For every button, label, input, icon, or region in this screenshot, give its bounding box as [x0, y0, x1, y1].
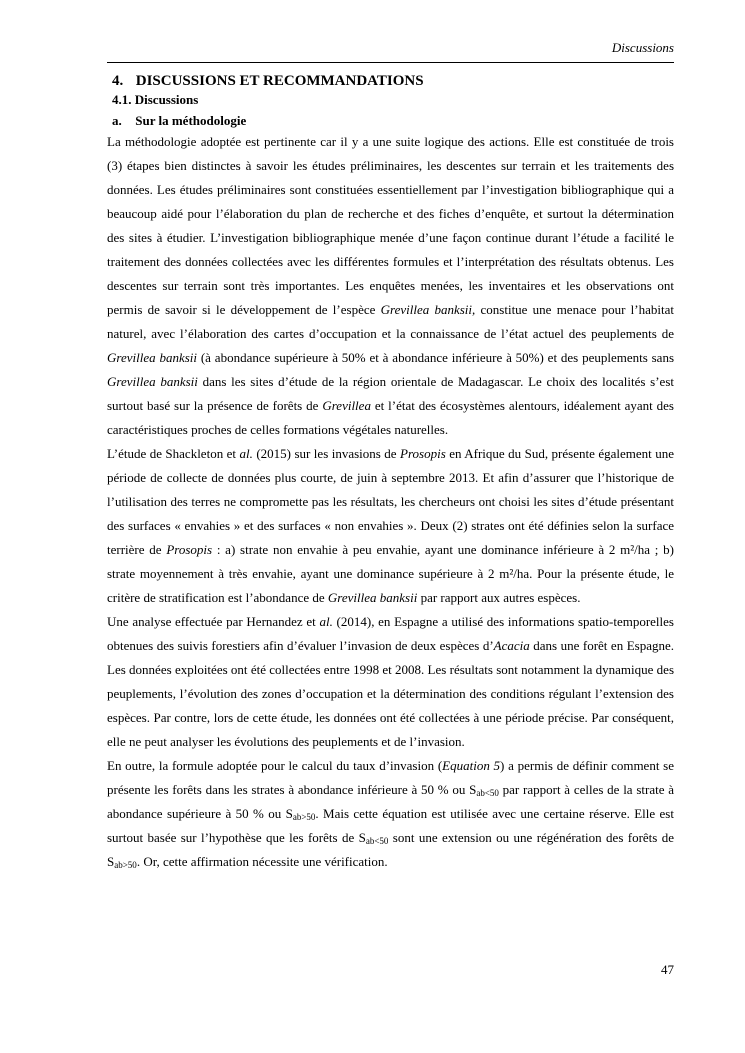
text-run: dans les sites d’étude de la région orientale de Madagascar. Le choix des localités s’est surtout basé sur la présence de forêts de	[107, 374, 674, 413]
italic-run: Grevillea	[322, 398, 371, 413]
text-run: sont une extension ou une régénération des forêts de S	[107, 830, 674, 869]
text-run: . Or, cette affirmation nécessite une vérification.	[136, 854, 388, 869]
paragraph-equation	[107, 754, 674, 874]
italic-run: Prosopis	[400, 446, 446, 461]
page-content	[107, 66, 674, 874]
section-heading	[112, 72, 674, 90]
body-text	[107, 130, 674, 874]
paragraph-shackleton	[107, 442, 674, 610]
text-run: La méthodologie adoptée est pertinente car il y a une suite logique des actions. Elle est constituée de trois (3) étapes bien distinctes à savoir les études préliminaires, les descentes sur terrain et les traitements des données. Les études préliminaires sont constituées essentiellement par l’investigation bibliographique qui a beaucoup aidé pour l’élaboration du plan de recherche et des fiches d’enquête, et surtout la détermination des sites à étudier. L’investigation bibliographique menée d’une façon continue durant l’étude a facilité le traitement des données collectées avec les différentes formules et l’interprétation des résultats obtenus. Les descentes sur terrain sont très importantes. Les enquêtes menées, les inventaires et les observations ont permis de savoir si le développement de l’espèce	[107, 134, 674, 317]
italic-run: al.	[239, 446, 253, 461]
text-run: . Mais cette équation est utilisée avec une certaine réserve. Elle est surtout basée sur l’hypothèse que les forêts de S	[107, 806, 674, 845]
subsubsection-heading	[112, 112, 674, 130]
subscript-run: ab>50	[114, 860, 137, 870]
text-run: en Afrique du Sud, présente également une période de collecte de données plus courte, de juin à septembre 2013. Et afin d’assurer que l’historique de l’utilisation des terres ne compromette pas les résultats, les chercheurs ont choisi les sites d’étude présentant des surfaces « envahies » et des surfaces « non envahies ». Deux (2) strates ont été définies selon la surface terrière de	[107, 446, 674, 557]
text-run: ) a permis de définir comment se présente les forêts dans les strates à abondance inférieure à 50 % ou S	[107, 758, 674, 797]
section-number: 4.	[112, 73, 124, 89]
italic-run: Grevillea banksii,	[380, 302, 476, 317]
text-run: par rapport aux autres espèces.	[417, 590, 581, 605]
text-run: L’étude de Shackleton et	[107, 446, 240, 461]
text-run: par rapport à celles de la strate à abondance supérieure à 50 % ou S	[107, 782, 675, 821]
text-run: (2014), en Espagne a utilisé des informations spatio-temporelles obtenues des suivis forestiers afin d’évaluer l’invasion de deux espèces d’	[107, 614, 674, 653]
text-run: (à abondance supérieure à 50% et à abondance inférieure à 50%) et des peuplements sans	[197, 350, 675, 365]
subsubsection-letter: a.	[112, 113, 122, 128]
running-head: Discussions	[611, 40, 674, 55]
italic-run: Acacia	[493, 638, 530, 653]
text-run: dans une forêt en Espagne. Les données exploitées ont été collectées entre 1998 et 2008. Les résultats sont notamment la dynamique des peuplements, l’évolution des zones d’occupation et la détermination des conditions régulant l’extension des espèces. Par contre, lors de cette étude, les données ont été collectées à une période précise. Par conséquent, elle ne peut analyser les évolutions des peuplements et de l’invasion.	[107, 638, 674, 749]
italic-run: Prosopis	[166, 542, 213, 557]
italic-run: Grevillea banksii	[327, 590, 418, 605]
section-title: DISCUSSIONS ET RECOMMANDATIONS	[135, 73, 424, 89]
subscript-run: ab>50	[292, 812, 316, 822]
page-number: 47	[661, 962, 674, 977]
subscript-run: ab<50	[476, 788, 499, 798]
header-rule	[107, 62, 674, 63]
text-run: En outre, la formule adoptée pour le calcul du taux d’invasion (	[107, 758, 443, 773]
paragraph-methodology	[107, 130, 674, 442]
text-run: Une analyse effectuée par Hernandez et	[107, 614, 320, 629]
text-run: et l’état des écosystèmes alentours, idéalement ayant des caractéristiques proches de celles formations végétales naturelles.	[107, 398, 674, 437]
italic-run: al.	[319, 614, 333, 629]
paragraph-hernandez	[107, 610, 674, 754]
text-run: constitue une menace pour l’habitat naturel, avec l’élaboration des cartes d’occupation et la connaissance de l’état actuel des peuplements de	[107, 302, 674, 341]
italic-run: Equation 5	[442, 758, 501, 773]
subsection-heading: 4.1. Discussions	[112, 92, 199, 107]
italic-run: Grevillea banksii	[107, 350, 198, 365]
subsubsection-title: Sur la méthodologie	[135, 113, 247, 128]
italic-run: Grevillea banksii	[107, 374, 198, 389]
text-run: : a) strate non envahie à peu envahie, ayant une dominance inférieure à 2 m²/ha ; b) strate moyennement à très envahie, ayant une dominance supérieure à 2 m²/ha. Pour la présente étude, le critère de stratification est l’abondance de	[107, 542, 674, 605]
subscript-run: ab<50	[365, 836, 389, 846]
text-run: (2015) sur les invasions de	[252, 446, 401, 461]
